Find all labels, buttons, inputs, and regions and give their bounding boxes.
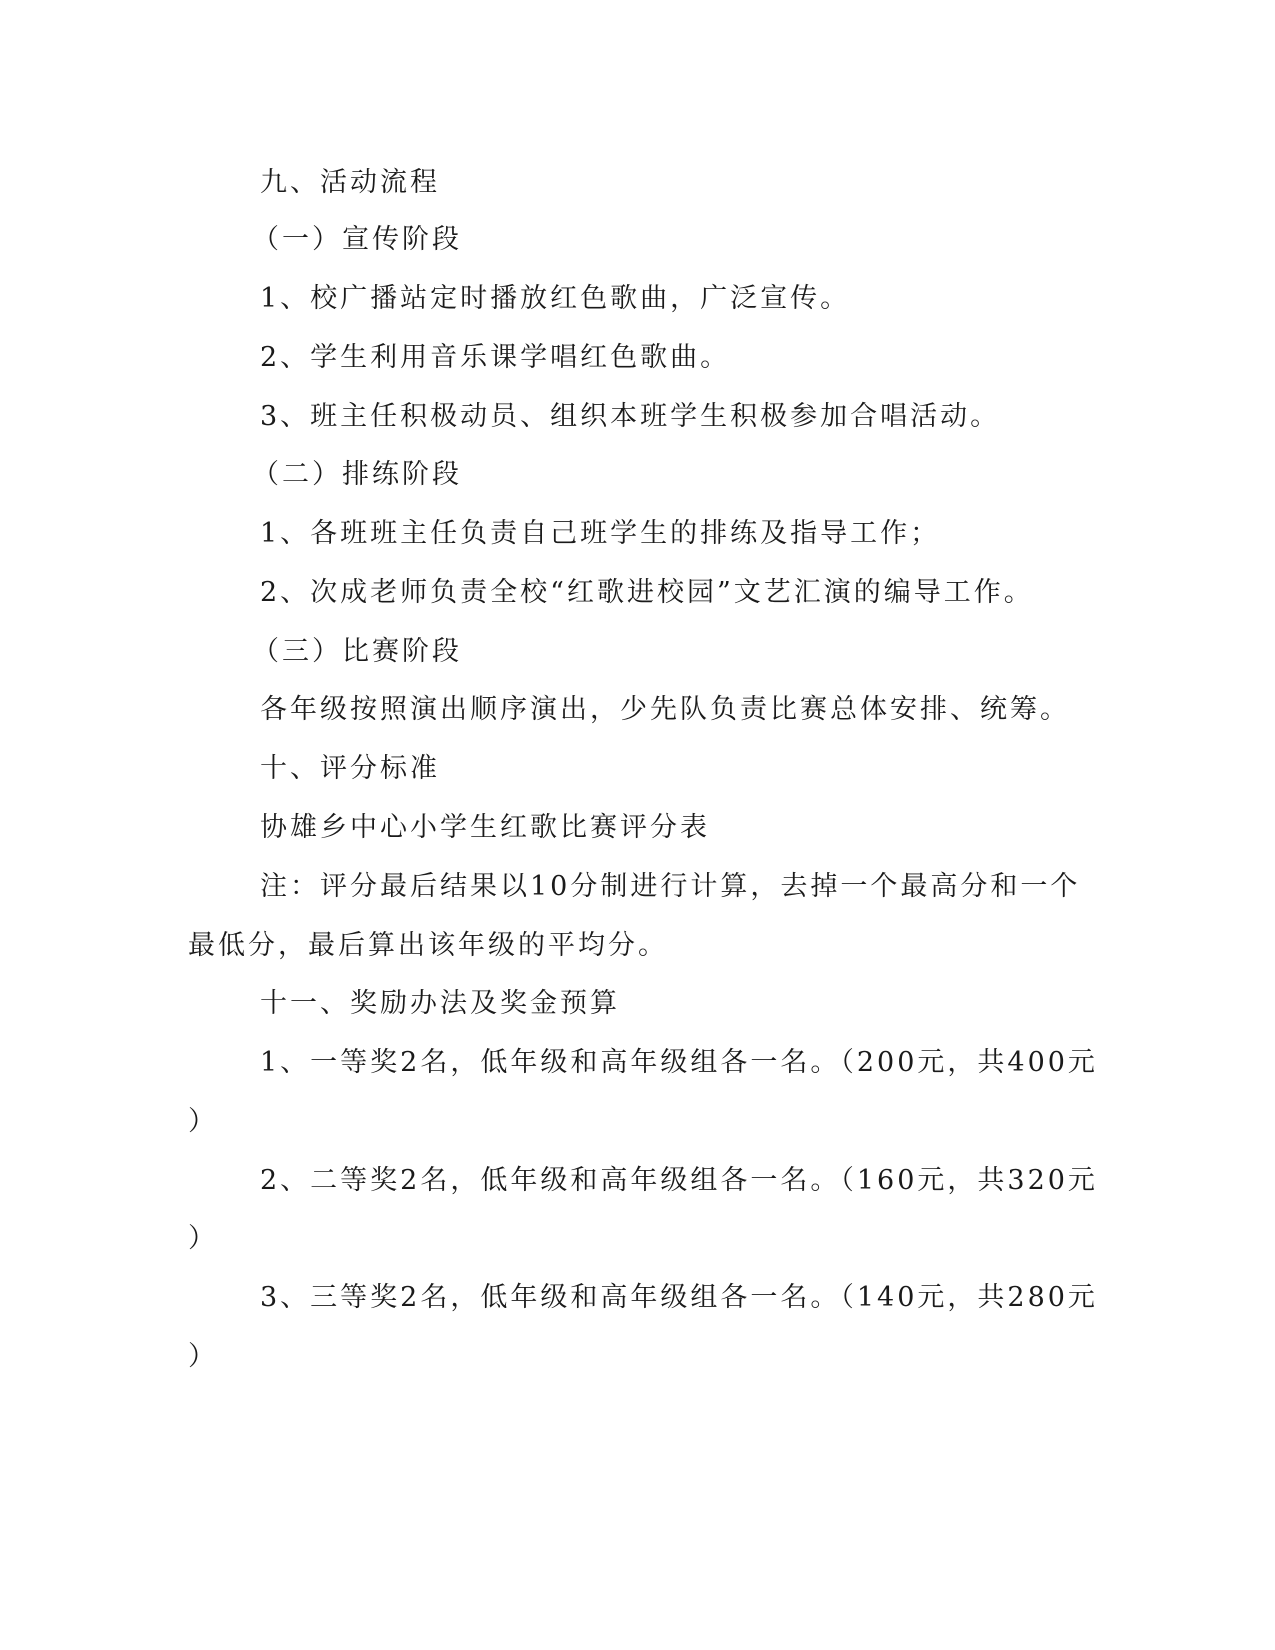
paragraph-line: 各年级按照演出顺序演出，少先队负责比赛总体安排、统筹。 — [260, 694, 1070, 725]
subsection-heading-1: （一）宣传阶段 — [252, 224, 462, 255]
section-heading-9: 九、活动流程 — [260, 167, 440, 198]
award-line-second: 2、二等奖2名，低年级和高年级组各一名。（160元，共320元 — [260, 1165, 1098, 1196]
award-line-first: 1、一等奖2名，低年级和高年级组各一名。（200元，共400元 — [260, 1047, 1098, 1078]
paragraph-line: 2、次成老师负责全校“红歌进校园”文艺汇演的编导工作。 — [260, 577, 1034, 608]
award-line-first-continued: ） — [188, 1106, 218, 1137]
award-line-second-continued: ） — [188, 1223, 218, 1254]
subsection-heading-2: （二）排练阶段 — [252, 459, 462, 490]
paragraph-line: 3、班主任积极动员、组织本班学生积极参加合唱活动。 — [260, 401, 1001, 432]
paragraph-line: 2、学生利用音乐课学唱红色歌曲。 — [260, 342, 731, 373]
note-line-continued: 最低分，最后算出该年级的平均分。 — [188, 930, 668, 961]
award-line-third-continued: ） — [188, 1341, 218, 1372]
note-line: 注：评分最后结果以10分制进行计算，去掉一个最高分和一个 — [260, 871, 1081, 902]
table-caption: 协雄乡中心小学生红歌比赛评分表 — [260, 812, 710, 843]
paragraph-line: 1、校广播站定时播放红色歌曲，广泛宣传。 — [260, 283, 851, 314]
award-line-third: 3、三等奖2名，低年级和高年级组各一名。（140元，共280元 — [260, 1282, 1098, 1313]
paragraph-line: 1、各班班主任负责自己班学生的排练及指导工作； — [260, 518, 941, 549]
section-heading-10: 十、评分标准 — [260, 753, 440, 784]
subsection-heading-3: （三）比赛阶段 — [252, 636, 462, 667]
section-heading-11: 十一、奖励办法及奖金预算 — [260, 988, 620, 1019]
